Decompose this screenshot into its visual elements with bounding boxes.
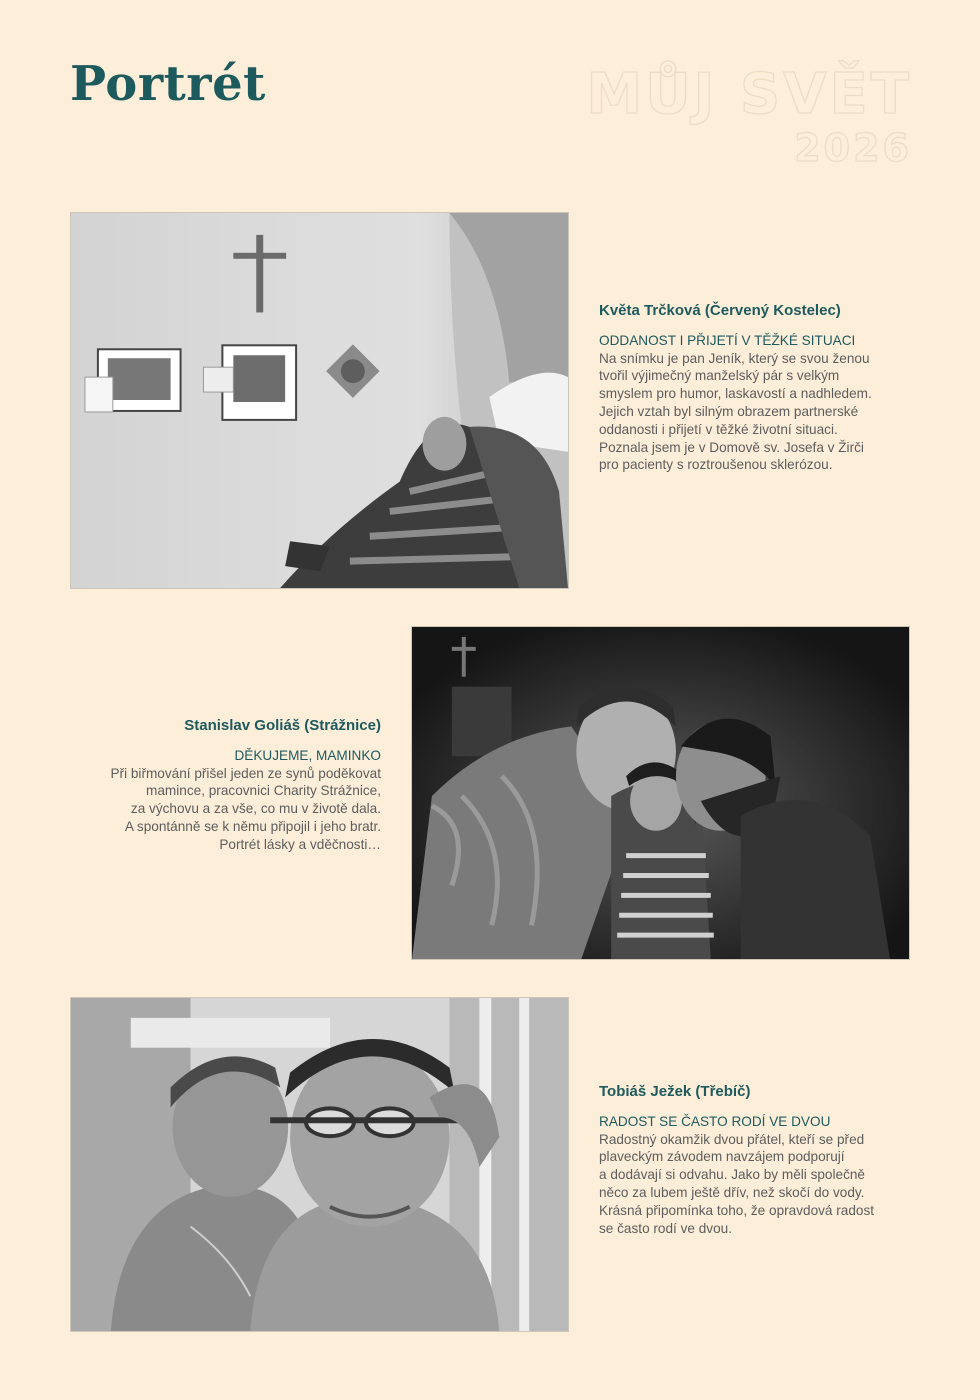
brand-line-1: MŮJ SVĚT bbox=[586, 62, 912, 127]
description-line: se často rodí ve dvou. bbox=[599, 1220, 732, 1236]
author-name: Stanislav Goliáš (Strážnice) bbox=[184, 717, 381, 734]
description-line: plaveckým závodem navzájem podporují bbox=[599, 1149, 845, 1165]
author-name: Tobiáš Ježek (Třebíč) bbox=[599, 1083, 751, 1100]
photo-title: DĚKUJEME, MAMINKO bbox=[234, 747, 381, 763]
description-line: Při biřmování přišel jeden ze synů poděkovat bbox=[110, 765, 381, 781]
photo-description bbox=[599, 1131, 919, 1238]
description-line: Poznala jsem je v Domově sv. Josefa v Žirči bbox=[599, 439, 864, 455]
description-line: Na snímku je pan Jeník, který se svou ženou bbox=[599, 350, 870, 366]
photo-title: ODDANOST I PŘIJETÍ V TĚŽKÉ SITUACI bbox=[599, 332, 856, 348]
description-line: tvořil výjimečný manželský pár s velkým bbox=[599, 368, 840, 384]
description-line: pro pacienty s roztroušenou sklerózou. bbox=[599, 457, 833, 473]
description-line: Radostný okamžik dvou přátel, kteří se před bbox=[599, 1131, 865, 1147]
description-line: něco za lubem ještě dřív, než skočí do vody. bbox=[599, 1184, 865, 1200]
caption-entry-3 bbox=[599, 1083, 919, 1237]
photo-mother-and-sons bbox=[411, 626, 910, 960]
description-line: za výchovu a za vše, co mu v životě dala. bbox=[130, 801, 381, 817]
description-line: A spontánně se k němu připojil i jeho bratr. bbox=[124, 818, 381, 834]
brand-watermark bbox=[586, 62, 912, 170]
description-line: oddanosti i přijetí v těžké životní situaci. bbox=[599, 421, 838, 437]
photo-description bbox=[61, 765, 381, 854]
author-name: Květa Trčková (Červený Kostelec) bbox=[599, 302, 841, 319]
brand-line-2: 2026 bbox=[794, 125, 912, 170]
page-title: Portrét bbox=[70, 56, 266, 112]
description-line: Jejich vztah byl silným obrazem partnerské bbox=[599, 403, 859, 419]
caption-entry-1 bbox=[599, 302, 919, 474]
description-line: smyslem pro humor, laskavostí a nadhledem. bbox=[599, 386, 872, 402]
description-line: Krásná připomínka toho, že opravdová radost bbox=[599, 1202, 875, 1218]
description-line: mamince, pracovnici Charity Strážnice, bbox=[146, 783, 381, 799]
caption-entry-2 bbox=[61, 717, 381, 854]
description-line: Portrét lásky a vděčnosti… bbox=[219, 836, 381, 852]
photo-description bbox=[599, 350, 919, 475]
photo-title: RADOST SE ČASTO RODÍ VE DVOU bbox=[599, 1113, 831, 1129]
photo-elderly-man-room bbox=[70, 212, 569, 589]
photo-two-friends-swimming bbox=[70, 997, 569, 1332]
description-line: a dodávají si odvahu. Jako by měli společně bbox=[599, 1167, 865, 1183]
